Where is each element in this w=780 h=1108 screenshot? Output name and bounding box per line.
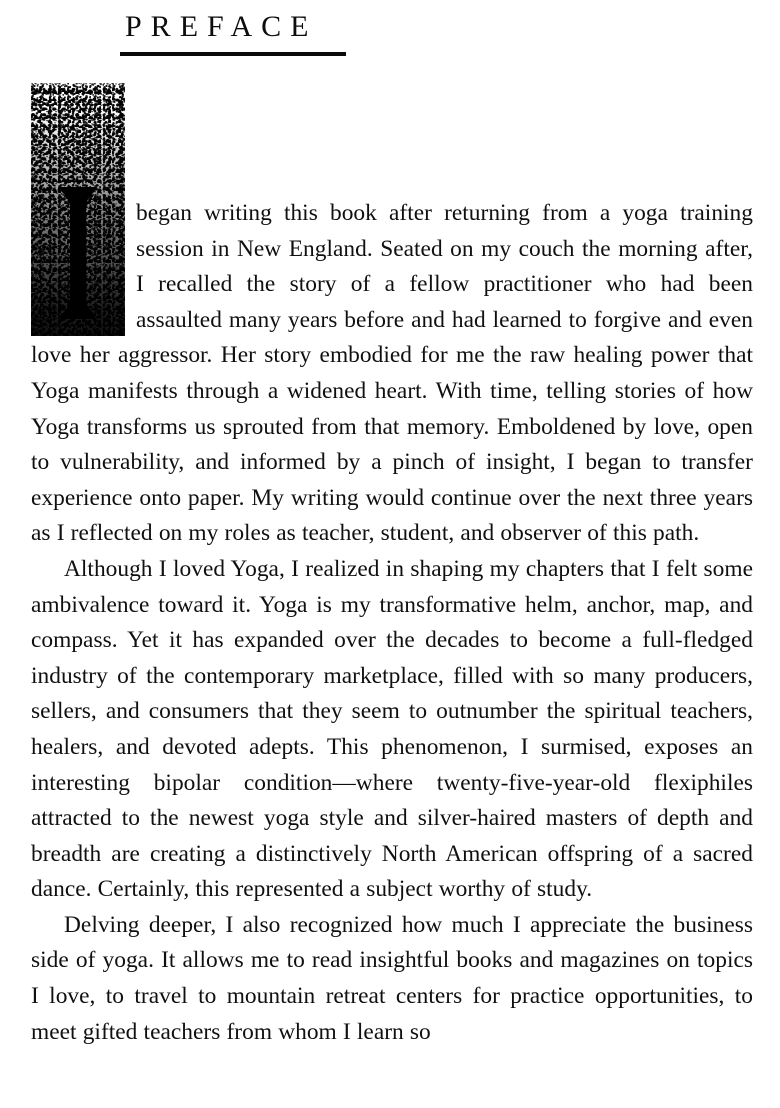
- body-text-column: [31, 196, 753, 1050]
- paragraph-3: Delving deeper, I also recognized how much I appreciate the business side of yoga. It allows me to read insightful books and magazines on topics I love, to travel to mountain retreat centers for practice opportunities, to meet gifted teachers from whom I learn so: [31, 911, 753, 1045]
- paragraph-1: began writing this book after returning from a yoga training session in New England. Seated on my couch the morning after, I recalled the story of a fellow practitioner who had been assaulted many years before and had learned to forgive and even love her aggressor. Her story embodied for me the raw healing power that Yoga manifests through a widened heart. With time, telling stories of how Yoga transforms us sprouted from that memory. Emboldened by love, open to vulnerability, and informed by a pinch of insight, I began to transfer experience onto paper. My writing would continue over the next three years as I reflected on my roles as teacher, student, and observer of this path.: [31, 200, 753, 547]
- page-title: PREFACE: [125, 10, 318, 43]
- chapter-heading: [120, 8, 360, 56]
- title-divider-rule: [120, 52, 346, 56]
- dropcap-text-wrap-spacer: [31, 196, 136, 338]
- paragraph-2: Although I loved Yoga, I realized in shaping my chapters that I felt some ambivalence toward it. Yoga is my transformative helm, anchor, map, and compass. Yet it has expanded over the decades to become a full-fledged industry of the contemporary marketplace, filled with so many producers, sellers, and consumers that they seem to outnumber the spiritual teachers, healers, and devoted adepts. This phenomenon, I surmised, exposes an interesting bipolar condition—where twenty-five-year-old flexiphiles attracted to the newest yoga style and silver-haired masters of depth and breadth are creating a distinctively North American offspring of a sacred dance. Certainly, this represented a subject worthy of study.: [31, 555, 753, 903]
